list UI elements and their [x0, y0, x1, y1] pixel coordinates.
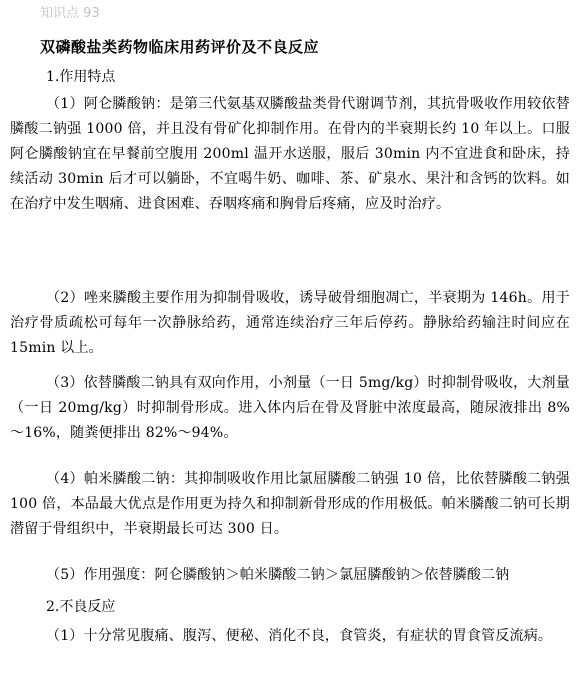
- document-title: 双磷酸盐类药物临床用药评价及不良反应: [40, 38, 320, 56]
- paragraph-alendronate: （1）阿仑膦酸钠：是第三代氨基双膦酸盐类骨代谢调节剂，其抗骨吸收作用较依替膦酸二钠强 1000 倍，并且没有骨矿化抑制作用。在骨内的半衰期长约 10 年以上。口服阿仑膦酸钠宜在早餐前空腹用 200ml 温开水送服，服后 30min 内不宜进食和卧床，持续活动 30min 后才可以躺卧，不宜喝牛奶、咖啡、茶、矿泉水、果汁和含钙的饮料。如在治疗中发生咽痛、进食困难、吞咽疼痛和胸骨后疼痛，应及时治疗。: [10, 96, 570, 212]
- paragraph-potency-order: （5）作用强度：阿仑膦酸钠＞帕米膦酸二钠＞氯屈膦酸钠＞依替膦酸二钠: [46, 567, 510, 583]
- section-heading-features: 1.作用特点: [46, 69, 116, 85]
- paragraph-etidronate: （3）依替膦酸二钠具有双向作用，小剂量（一日 5mg/kg）时抑制骨吸收，大剂量（一日 20mg/kg）时抑制骨形成。进入体内后在骨及肾脏中浓度最高，随尿液排出 8%～16%，随粪便排出 82%～94%。: [10, 375, 570, 441]
- paragraph-adverse-common: （1）十分常见腹痛、腹泻、便秘、消化不良，食管炎，有症状的胃食管反流病。: [46, 628, 553, 644]
- section-heading-adverse-reactions: 2.不良反应: [46, 599, 116, 615]
- paragraph-pamidronate: （4）帕米膦酸二钠：其抑制吸收作用比氯屈膦酸二钠强 10 倍，比依替膦酸二钠强 100 倍，本品最大优点是作用更为持久和抑制新骨形成的作用极低。帕米膦酸二钠可长期潜留于骨组织中，半衰期最长可达 300 日。: [10, 471, 570, 537]
- paragraph-zoledronic-acid: （2）唑来膦酸主要作用为抑制骨吸收，诱导破骨细胞凋亡，半衰期为 146h。用于治疗骨质疏松可每年一次静脉给药，通常连续治疗三年后停药。静脉给药输注时间应在 15min 以上。: [10, 290, 570, 356]
- knowledge-point-label: 知识点 93: [40, 6, 100, 21]
